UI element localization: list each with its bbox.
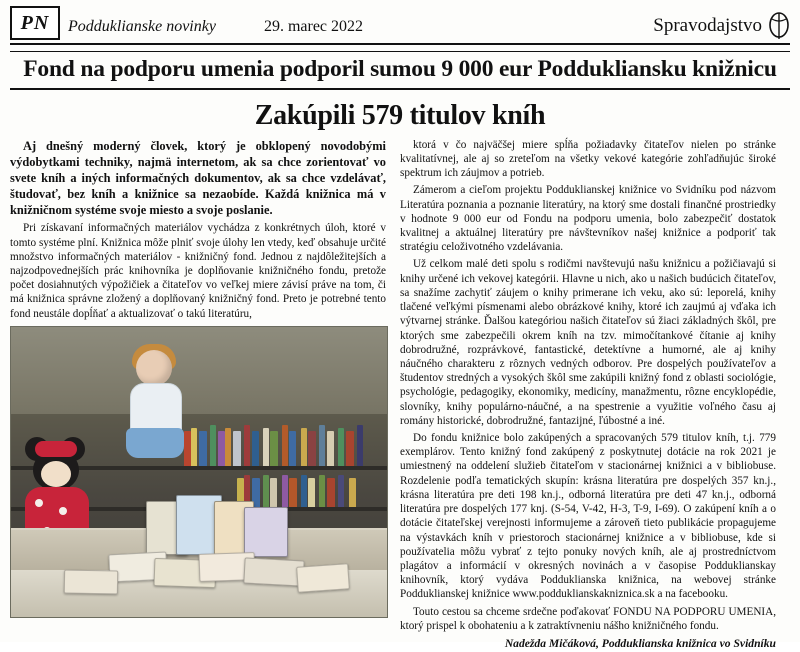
photo-book-spine — [233, 431, 241, 466]
photo-minnie-face — [41, 461, 71, 487]
photo-book-spine — [263, 428, 269, 466]
article-columns — [10, 138, 790, 651]
photo-book-spine — [210, 425, 216, 466]
right-column — [400, 138, 776, 651]
photo-book-spine — [338, 475, 344, 507]
photo-book-spine — [349, 478, 356, 507]
photo-book-spine — [327, 478, 335, 507]
photo-book-spine — [346, 431, 354, 466]
photo-minnie-dot — [59, 507, 67, 515]
section-ornament-icon — [768, 12, 790, 40]
photo-book-spine — [270, 431, 278, 466]
photo-book-spine — [319, 425, 325, 466]
newspaper-name: Podduklianske novinky — [68, 18, 216, 35]
left-paragraph-1: Pri získavaní informačných materiálov vychádza z konkrétnych úloh, ktoré v tomto systéme plní. Knižnica môže plniť svoje úlohy len vtedy, keď obsahuje určité množstvo informačných materiálov - knižničný fond. Jednou z najdôležitejších a najzodpovednejších prác knihovníka je doplňovanie knižničného fondu, pretože počet dosiahnutých výpožičiek a čitateľov vo veľkej miere závisí práve na tom, či má knižnica správne zložený a doplňovaný knižničný fond. Preto je potrebné tento fond neustále dopĺňať a aktualizovať o takú literatúru, — [10, 222, 386, 320]
photo-book-spine — [289, 431, 296, 466]
photo-minnie-dot — [35, 499, 43, 507]
photo-book-spine — [270, 478, 277, 507]
right-paragraph-2: Zámerom a cieľom projektu Podduklianskej knižnice vo Svidníku pod názvom Literatúra poznania a poznanie literatúry, na ktorý sme dostali finančné prostriedky v hodnote 9 000 eur od Fondu na podporu umenia, bolo zabezpečiť dostatok kvalitnej a aktuálnej literatúry pre návštevníkov našej knižnice a podporiť tak stratégiu celoživotného vzdelávania. — [400, 184, 776, 254]
right-paragraph-1: ktorá v čo najväčšej miere spĺňa požiadavky čitateľov nielen po stránke kvalitatívnej, ale aj so zreteľom na všetky vekové kategórie zohľadňujúc široké spektrum ich záujmov a potrieb. — [400, 138, 776, 180]
photo-standing-book — [244, 507, 288, 557]
photo-book-spine — [301, 475, 307, 507]
photo-book-spine — [282, 475, 288, 507]
photo-book-spine — [263, 475, 269, 507]
photo-book-spine — [199, 431, 207, 466]
article-signature: Nadežda Mičáková, Podduklianska knižnica vo Svidníku — [504, 637, 776, 651]
photo-book-spine — [282, 425, 288, 466]
photo-book-spine — [218, 431, 225, 466]
photo-book-spine — [308, 431, 316, 466]
photo-book-spine — [301, 428, 307, 466]
photo-book-spine — [357, 425, 363, 466]
newspaper-logo: PN — [10, 6, 60, 40]
photo-book-spine — [308, 478, 315, 507]
photo-book-spine — [289, 478, 297, 507]
headline-banner — [10, 51, 790, 90]
photo-doll — [124, 350, 186, 470]
article-title: Zakúpili 579 titulov kníh — [254, 99, 546, 131]
section-title: Spravodajstvo — [653, 15, 762, 36]
photo-book-spine — [225, 428, 231, 466]
right-paragraph-4: Do fondu knižnice bolo zakúpených a spracovaných 579 titulov kníh, t.j. 779 exemplárov. Tento knižný fond zakúpený z poskytnutej dotácie na rok 2021 je umiestnený na oddelení služieb čitateľom v stacionárnej knižnici a v bibliobuse. Rozdelenie podľa tematických skupín: krásna literatúra pre dospelých 357 kn.j., krásna literatúra pre deti 198 kn.j., odborná literatúra pre deti 47 kn.j., odborná literatúra pre dospelých 177 knj. (S-54, V-42, H-3, T-9, I-69). O zakúpení kníh a o dotácie čitateľskej verejnosti informujeme a zároveň tieto publikácie propagujeme na výstavkách kníh v priestoroch stacionárnej knižnice a v bibliobuse, kde si používatelia môžu vybrať z tejto ponuky nových kníh, ale aj prostredníctvom plagátov a informácií v okresných novinách a v časopise Podduklianskay knihovník, ktorý vydáva Podduklianska knižnica, na webovej stránke Podduklianskej knižnice www.podduklianskakniznica.sk a na facebooku. — [400, 432, 776, 601]
article-photo — [10, 326, 388, 618]
masthead — [10, 6, 790, 45]
photo-book-spine — [252, 431, 259, 466]
article-lead: Aj dnešný moderný človek, ktorý je obklopený novodobými výdobytkami techniky, najmä internetom, ak sa chce zorientovať vo svete kníh a iných informačných dokumentov, ak sa chce vzdelávať, študovať, bez kníh a knižnice sa nezaobíde. Každá knižnica má v knižničnom systéme svoje miesto a svoje poslanie. — [10, 138, 386, 218]
photo-flat-book — [296, 563, 350, 593]
right-paragraph-3: Už celkom malé deti spolu s rodičmi navštevujú našu knižnicu a požičiavajú si knihy určené ich vekovej kategórii. Hlavne u nich, ako u našich budúcich čitateľov, sa snažíme zachytiť záujem o knihy primerane ich veku, ako sú: leporelá, knihy tlačené veľkými písmenami alebo obrázkové knihy, ktoré ich zaujmú aj vďaka ich výtvarnej stránke. Ďalšou kategóriou našich čitateľov sú žiaci základných škôl, pre ktorých sme zabezpečili okrem kníh na tzv. mimočítankové čítanie aj knihy dobrodružné, rozprávkové, fantastické, detektívne a humorné, ale aj knihy náučného charakteru z rôznych vedných odborov. Pre dospelých používateľov a študentov stredných a vysokých škôl sme zakúpili knižný fond z oblasti sociológie, psychológie, pedagogiky, ekonomiky, medicíny, manažmentu, rôzne encyklopédie, slovníky, knihy populárno-náučné, a na spestrenie a využitie voľného času aj romány historické, dobrodružné, fantazijné, ľúbostné a iné. — [400, 258, 776, 427]
photo-book-spine — [338, 428, 344, 466]
masthead-left — [10, 6, 363, 40]
photo-book-spine — [319, 475, 325, 507]
photo-flat-book — [63, 570, 117, 595]
right-paragraph-5: Touto cestou sa chceme srdečne poďakovať FONDU NA PODPORU UMENIA, ktorý prispel k obohateniu a k zatraktívneniu nášho knižničného fondu. — [400, 605, 776, 632]
photo-doll-head — [136, 350, 172, 386]
photo-doll-skirt — [126, 428, 184, 458]
photo-book-spine — [327, 431, 334, 466]
photo-book-spine — [191, 428, 197, 466]
left-column — [10, 138, 386, 638]
photo-book-spine — [244, 425, 250, 466]
masthead-right — [653, 12, 790, 40]
banner-headline: Fond na podporu umenia podporil sumou 9 000 eur Poddukliansku knižnicu — [23, 56, 777, 82]
issue-date: 29. marec 2022 — [263, 18, 364, 35]
photo-minnie-bow — [35, 441, 77, 457]
